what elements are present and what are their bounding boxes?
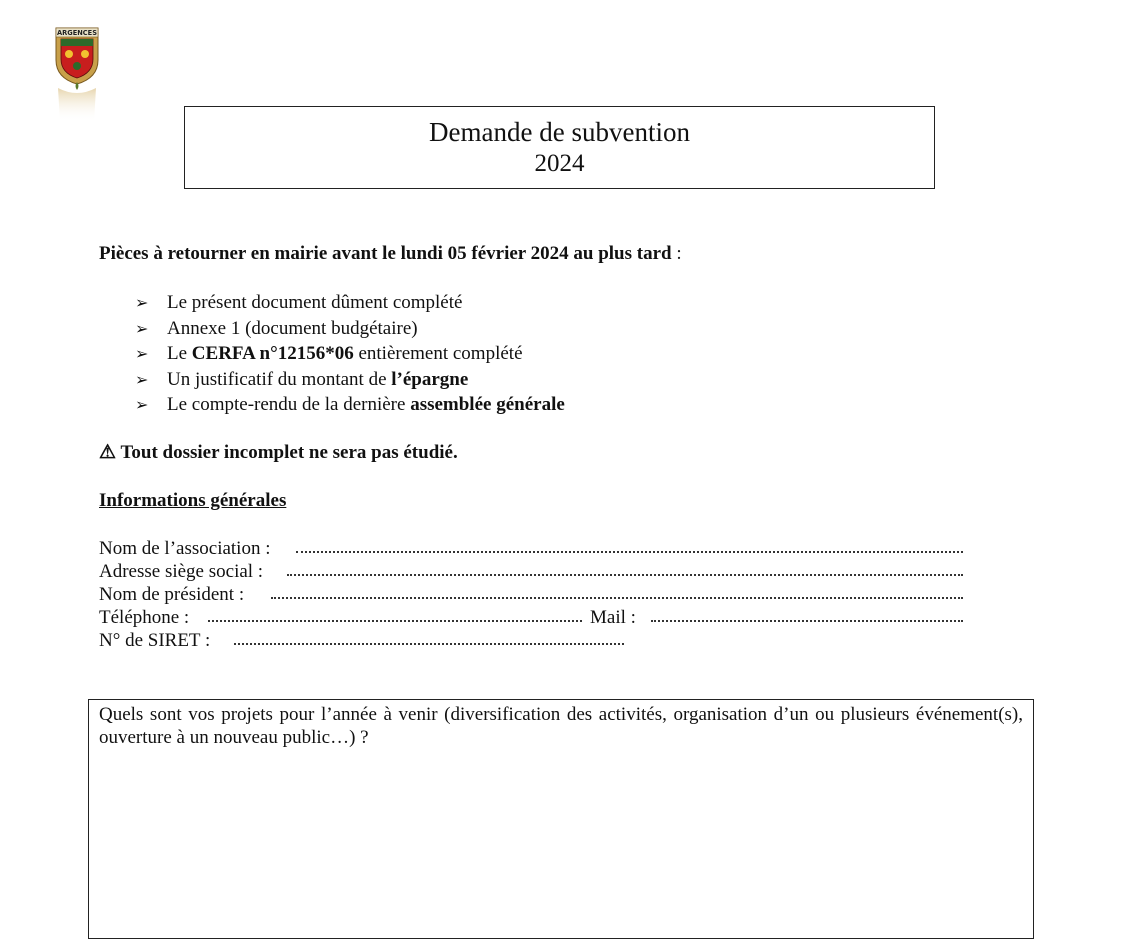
required-document-item	[135, 291, 565, 317]
document-item-emphasis: l’épargne	[391, 368, 469, 390]
president-name-field[interactable]	[271, 597, 963, 599]
title-box	[184, 106, 935, 189]
president-name-label: Nom de président :	[99, 584, 245, 605]
arrow-bullet-icon: ➢	[135, 371, 149, 389]
deadline-instruction	[99, 242, 682, 266]
svg-text:ARGENCES: ARGENCES	[57, 29, 98, 38]
required-document-item	[135, 342, 565, 368]
section-title-general-info: Informations générales	[99, 490, 287, 511]
argences-coat-of-arms-logo	[52, 26, 102, 122]
document-item-emphasis: CERFA n°12156*06	[191, 343, 354, 364]
mail-label: Mail :	[590, 607, 636, 628]
document-item-text: Le	[167, 343, 192, 364]
document-item-text: Le compte-rendu de la dernière	[167, 394, 411, 415]
projects-question: Quels sont vos projets pour l’année à venir (diversification des activités, organisation d’un ou plusieurs événement(s), ouverture à un nouveau public…) ?	[99, 704, 1023, 748]
warning-text: Tout dossier incomplet ne sera pas étudié.	[116, 442, 458, 463]
deadline-text: Pièces à retourner en mairie avant le lundi 05 février 2024 au plus tard	[99, 243, 672, 264]
association-name-field[interactable]	[296, 551, 963, 553]
arrow-bullet-icon: ➢	[135, 320, 149, 338]
required-document-item	[135, 317, 565, 343]
arrow-bullet-icon: ➢	[135, 295, 149, 312]
deadline-colon: :	[671, 243, 682, 264]
required-documents-list	[135, 291, 565, 419]
required-document-item	[135, 368, 565, 394]
warning-icon: ⚠	[99, 442, 117, 463]
document-item-text: Annexe 1 (document budgétaire)	[167, 317, 418, 339]
phone-label: Téléphone :	[99, 607, 190, 628]
address-label: Adresse siège social :	[99, 561, 264, 582]
phone-field[interactable]	[208, 620, 582, 622]
arrow-bullet-icon: ➢	[135, 346, 149, 363]
document-year: 2024	[534, 150, 585, 177]
mail-field[interactable]	[651, 620, 963, 622]
siret-label: N° de SIRET :	[99, 630, 211, 651]
document-item-text: Un justificatif du montant de	[167, 368, 392, 390]
incomplete-warning	[99, 441, 458, 465]
document-item-emphasis: assemblée générale	[410, 394, 565, 415]
association-name-label: Nom de l’association :	[99, 538, 271, 559]
siret-field[interactable]	[234, 643, 624, 645]
address-field[interactable]	[287, 574, 963, 576]
document-title: Demande de subvention	[429, 117, 690, 147]
document-item-text: Le présent document dûment complété	[167, 292, 463, 313]
projects-answer-box[interactable]	[88, 699, 1034, 939]
arrow-bullet-icon: ➢	[135, 397, 149, 414]
required-document-item	[135, 393, 565, 419]
document-item-text: entièrement complété	[353, 343, 523, 364]
